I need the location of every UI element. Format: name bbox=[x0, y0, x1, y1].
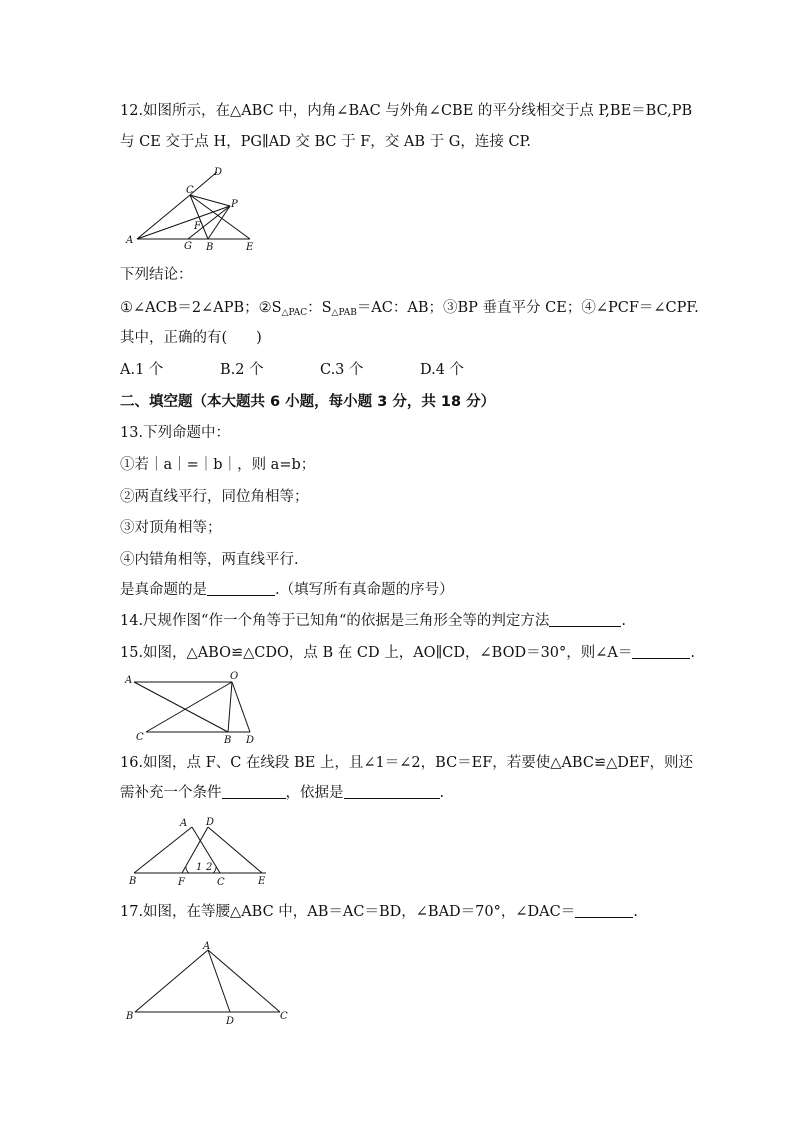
q13-item-3: ③对顶角相等； bbox=[120, 520, 222, 536]
q15-label-b: B bbox=[224, 735, 232, 746]
q17-figure bbox=[120, 938, 300, 1028]
q14-answer-blank[interactable] bbox=[549, 612, 621, 627]
q16-line2-end: . bbox=[439, 785, 445, 801]
q13-item-4: ④内错角相等，两直线平行. bbox=[120, 552, 299, 568]
q14-line bbox=[120, 612, 626, 630]
q13-title: 13.下列命题中： bbox=[120, 425, 231, 441]
q16-figure bbox=[120, 815, 280, 890]
q15-line bbox=[120, 644, 695, 662]
q16-line2 bbox=[120, 784, 444, 802]
q17-line bbox=[120, 903, 638, 921]
q15-end: . bbox=[690, 645, 696, 661]
q17-end: . bbox=[633, 904, 638, 920]
q13-answer-suffix: .（填写所有真命题的序号） bbox=[275, 582, 454, 598]
q17-text: 17.如图，在等腰△ABC 中，AB＝AC＝BD，∠BAD＝70°，∠DAC＝ bbox=[120, 904, 576, 920]
q13-item-2: ②两直线平行，同位角相等； bbox=[120, 489, 309, 505]
q17-answer-blank[interactable] bbox=[575, 903, 633, 918]
choice-c: C.3 个 bbox=[320, 362, 364, 378]
q12-conclusion-c: ＝AC：AB；③BP 垂直平分 CE；④∠PCF＝∠CPF. bbox=[356, 300, 699, 316]
q14-text: 14.尺规作图“作一个角等于已知角“的依据是三角形全等的判定方法 bbox=[120, 613, 550, 629]
q12-line1: 12.如图所示，在△ABC 中，内角∠BAC 与外角∠CBE 的平分线相交于点 P,BE＝BC,PB bbox=[120, 103, 693, 119]
q13-answer-prefix: 是真命题的是 bbox=[120, 582, 207, 598]
q12-conclusions bbox=[120, 299, 699, 322]
q16-label-e: E bbox=[258, 876, 266, 887]
q13-item-1: ①若｜a｜=｜b｜，则 a=b； bbox=[120, 457, 316, 473]
q12-sub-pab: △PAB bbox=[331, 308, 357, 318]
q13-answer-blank[interactable] bbox=[207, 581, 275, 596]
q12-label-e: E bbox=[246, 242, 254, 253]
q12-conclusion-b: ：S bbox=[307, 300, 332, 316]
choice-a: A.1 个 bbox=[120, 362, 164, 378]
q15-label-c: C bbox=[136, 732, 144, 743]
q12-question: 其中，正确的有( ) bbox=[120, 330, 262, 346]
q17-label-b: B bbox=[126, 1011, 134, 1022]
q16-line1: 16.如图，点 F、C 在线段 BE 上，且∠1＝∠2，BC＝EF，若要使△ABC≌△DEF，则还 bbox=[120, 755, 694, 771]
choice-b: B.2 个 bbox=[220, 362, 264, 378]
q17-label-c: C bbox=[280, 1011, 288, 1022]
q12-label-p: P bbox=[231, 199, 238, 210]
q12-line2: 与 CE 交于点 H，PG∥AD 交 BC 于 F，交 AB 于 G，连接 CP. bbox=[120, 134, 531, 150]
q16-line2-mid: ，依据是 bbox=[285, 785, 344, 801]
q16-label-d: D bbox=[206, 817, 215, 828]
q12-label-g: G bbox=[184, 241, 192, 252]
q16-line2-prefix: 需补充一个条件 bbox=[120, 785, 222, 801]
q12-choices bbox=[120, 361, 520, 379]
q13-answer bbox=[120, 581, 454, 599]
choice-d: D.4 个 bbox=[420, 362, 465, 378]
q17-label-d: D bbox=[226, 1016, 235, 1027]
q16-label-c: C bbox=[217, 877, 225, 888]
q16-label-a: A bbox=[180, 818, 188, 829]
q15-text: 15.如图，△ABO≌△CDO，点 B 在 CD 上，AO∥CD，∠BOD＝30°，则∠A＝ bbox=[120, 645, 633, 661]
section2-title: 二、填空题（本大题共 6 小题，每小题 3 分，共 18 分） bbox=[120, 394, 496, 410]
q14-end: . bbox=[621, 613, 626, 629]
q15-figure bbox=[120, 672, 270, 744]
q12-label-d: D bbox=[214, 167, 223, 178]
q17-label-a: A bbox=[203, 941, 211, 952]
q16-label-b: B bbox=[129, 876, 137, 887]
q16-basis-blank[interactable] bbox=[344, 784, 440, 799]
q16-label-f: F bbox=[178, 877, 185, 888]
q15-label-a: A bbox=[125, 675, 133, 686]
q12-conclusions-title: 下列结论： bbox=[120, 267, 193, 283]
q16-label-1: 1 bbox=[196, 862, 203, 873]
q12-figure bbox=[120, 165, 270, 255]
q16-label-2: 2 bbox=[206, 862, 213, 873]
q15-label-o: O bbox=[230, 671, 239, 682]
q12-label-a: A bbox=[126, 235, 134, 246]
q15-answer-blank[interactable] bbox=[632, 644, 690, 659]
q16-condition-blank[interactable] bbox=[222, 784, 286, 799]
q15-label-d: D bbox=[246, 735, 255, 746]
q12-label-f: F bbox=[194, 221, 201, 232]
q12-conclusion-a: ①∠ACB＝2∠APB；②S bbox=[120, 300, 282, 316]
q12-label-c: C bbox=[186, 185, 194, 196]
q12-sub-pac: △PAC bbox=[281, 308, 308, 318]
q12-label-b: B bbox=[206, 242, 214, 253]
